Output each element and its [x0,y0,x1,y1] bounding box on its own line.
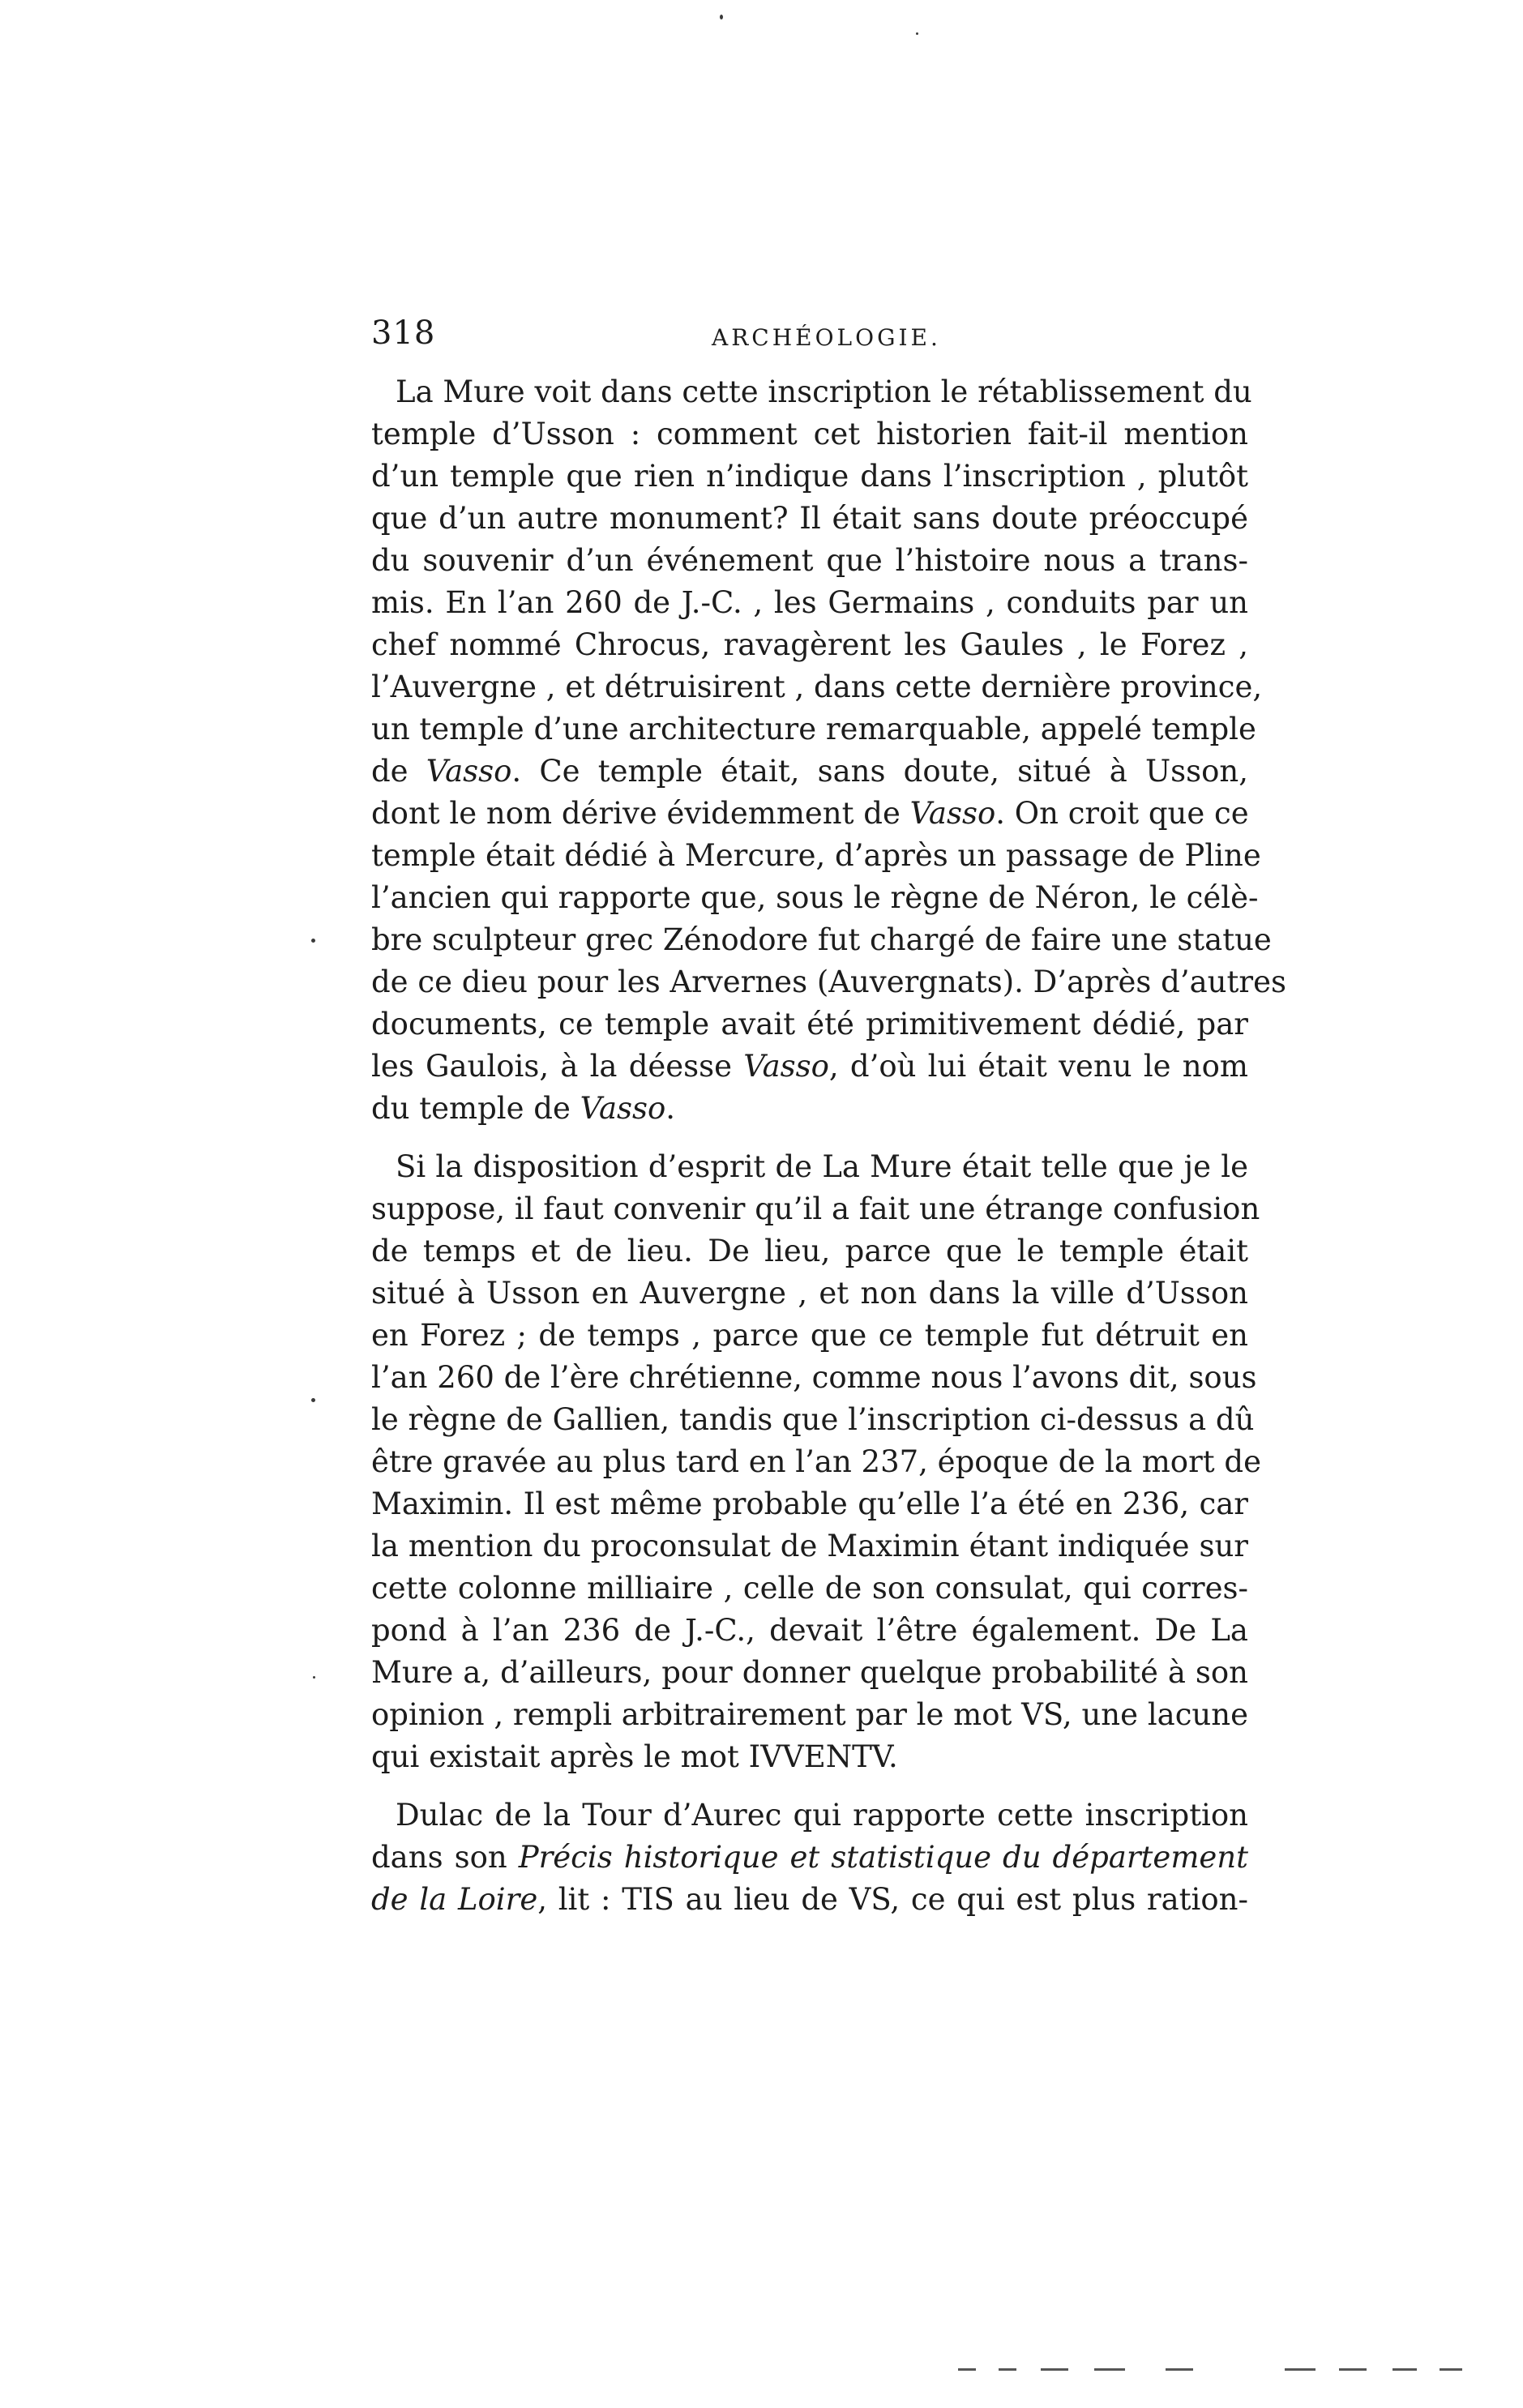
scan-mark [958,2368,976,2371]
text-line: l’ancien qui rapporte que, sous le règne de Néron, le célè- [371,880,1259,915]
text-line: mis. En l’an 260 de J.-C. , les Germains , conduits par un [371,585,1248,620]
scan-mark [999,2368,1016,2371]
text-line: chef nommé Chrocus, ravagèrent les Gaules , le Forez , [371,627,1248,662]
text-line: Si la disposition d’esprit de La Mure était telle que je le [396,1149,1248,1184]
italic-title: Précis historique et statistique du département [518,1840,1248,1875]
text-line: être gravée au plus tard en l’an 237, époque de la mort de [371,1444,1261,1479]
text-line: situé à Usson en Auvergne , et non dans la ville d’Usson [371,1276,1248,1311]
text-line: dont le nom dérive évidemment de Vasso. On croit que ce [371,796,1249,831]
text-line: que d’un autre monument? Il était sans doute préoccupé [371,501,1248,536]
italic-term: Vasso [426,754,512,789]
text-line: pond à l’an 236 de J.-C., devait l’être également. De La [371,1613,1248,1648]
text-line: du souvenir d’un événement que l’histoire nous a trans- [371,543,1248,578]
text-line: dans son Précis historique et statistique du département [371,1840,1248,1875]
scan-mark [1285,2368,1316,2371]
italic-term: Vasso [580,1091,666,1126]
text-line: opinion , rempli arbitrairement par le mot VS, une lacune [371,1697,1248,1732]
scan-mark [1440,2368,1462,2371]
scan-speck [311,1398,315,1402]
text-line: bre sculpteur grec Zénodore fut chargé de faire une statue [371,922,1272,957]
text-line: le règne de Gallien, tandis que l’inscription ci-dessus a dû [371,1402,1255,1437]
text-line: en Forez ; de temps , parce que ce temple fut détruit en [371,1318,1248,1353]
text-line: qui existait après le mot IVVENTV. [371,1739,898,1774]
text-line: Dulac de la Tour d’Aurec qui rapporte cette inscription [396,1798,1248,1833]
text-line: de Vasso. Ce temple était, sans doute, situé à Usson, [371,754,1249,789]
scan-mark [1393,2368,1417,2371]
text-line: cette colonne milliaire , celle de son consulat, qui corres- [371,1571,1248,1606]
italic-term: Vasso [909,796,996,831]
text-line: suppose, il faut convenir qu’il a fait une étrange confusion [371,1191,1260,1226]
text-line: La Mure voit dans cette inscription le rétablissement du [396,374,1252,409]
scan-mark [1094,2368,1125,2371]
text-line: de temps et de lieu. De lieu, parce que le temple était [371,1234,1248,1268]
paragraph-3 [371,1794,1248,1921]
text-line: les Gaulois, à la déesse Vasso, d’où lui était venu le nom [371,1049,1248,1084]
text-line: de la Loire, lit : TIS au lieu de VS, ce qui est plus ration- [371,1882,1248,1917]
scan-speck [311,939,315,943]
body-text [371,371,1286,1921]
italic-title: de la Loire [371,1882,538,1917]
scan-mark [1339,2368,1367,2371]
text-line: l’Auvergne , et détruisirent , dans cette dernière province, [371,669,1263,704]
running-head [371,314,1247,363]
page-number: 318 [371,314,436,352]
text-line: Maximin. Il est même probable qu’elle l’a été en 236, car [371,1486,1248,1521]
paragraph-1 [371,371,1286,1130]
text-line: d’un temple que rien n’indique dans l’inscription , plutôt [371,459,1248,494]
scan-mark [1166,2368,1193,2371]
text-line: un temple d’une architecture remarquable, appelé temple [371,712,1256,746]
scan-speck [313,1676,315,1679]
text-line: de ce dieu pour les Arvernes (Auvergnats). D’après d’autres [371,964,1286,999]
text-line: temple était dédié à Mercure, d’après un passage de Pline [371,838,1261,873]
text-line: du temple de Vasso. [371,1091,676,1126]
text-line: l’an 260 de l’ère chrétienne, comme nous l’avons dit, sous [371,1360,1257,1395]
italic-term: Vasso [743,1049,829,1084]
scan-speck [916,32,918,35]
text-line: la mention du proconsulat de Maximin étant indiquée sur [371,1529,1248,1563]
running-title: ARCHÉOLOGIE. [712,324,941,351]
scan-mark [1041,2368,1068,2371]
text-line: Mure a, d’ailleurs, pour donner quelque probabilité à son [371,1655,1248,1690]
text-line: temple d’Usson : comment cet historien fait-il mention [371,417,1248,451]
scan-speck [720,15,723,19]
paragraph-2 [371,1146,1261,1778]
text-line: documents, ce temple avait été primitivement dédié, par [371,1007,1248,1041]
